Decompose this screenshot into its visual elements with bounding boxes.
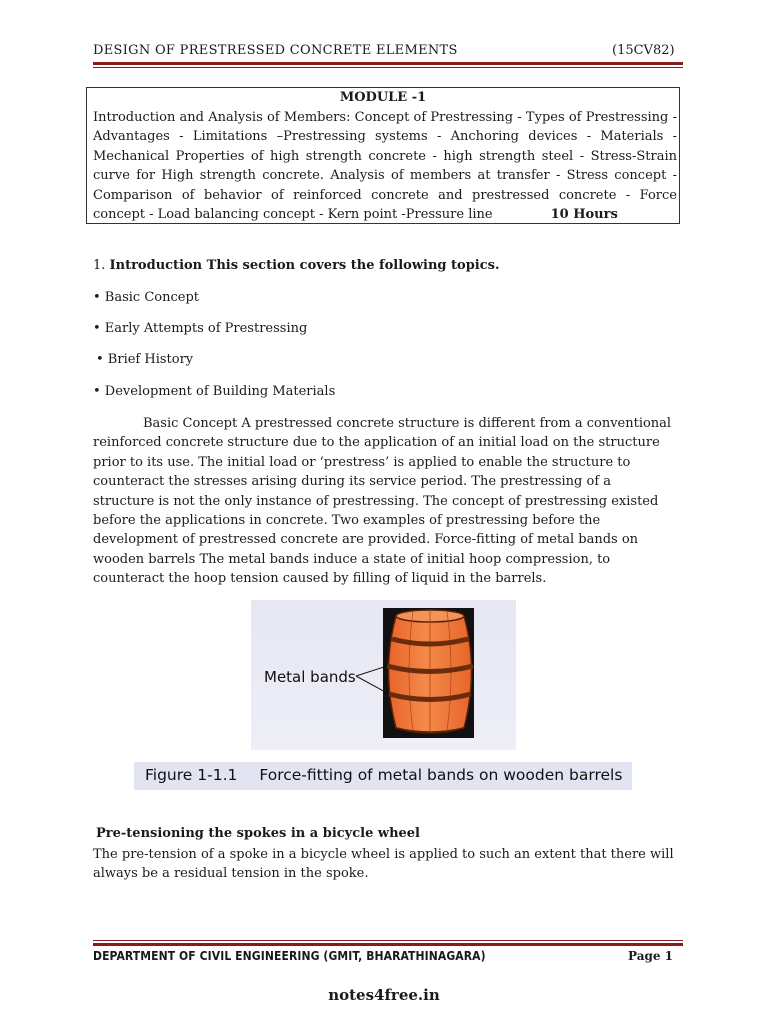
bullet-building-materials: • Development of Building Materials	[93, 384, 336, 399]
header-rule	[93, 62, 683, 65]
intro-title: Introduction This section covers the following topics.	[109, 258, 500, 273]
bicycle-heading: Pre-tensioning the spokes in a bicycle wheel	[96, 826, 420, 841]
module-title: MODULE -1	[339, 90, 427, 105]
intro-heading	[93, 258, 500, 273]
bicycle-paragraph: The pre-tension of a spoke in a bicycle wheel is applied to such an extent that there will always be a residual tension in the spoke.	[93, 847, 674, 882]
footer-rule	[93, 943, 683, 946]
bullet-brief-history: • Brief History	[96, 352, 194, 367]
course-code: (15CV82)	[612, 43, 675, 58]
intro-number: 1.	[93, 258, 106, 273]
label-pointer	[356, 676, 389, 694]
caption-number: Figure 1-1.1	[145, 766, 238, 784]
basic-concept-text: Basic Concept A prestressed concrete structure is different from a conventional reinforced concrete structure due to the application of an initial load on the structure prior to its use. The initial load or ‘prestress’ is applied to enable the structure to counteract the stresses arising during its service period. The prestressing of a structure is not the only instance of prestressing. The concept of prestressing existed before the applications in concrete. Two examples of prestressing before the development of prestressed concrete are provided. Force-fitting of metal bands on wooden barrels The metal bands induce a state of initial hoop compression, to counteract the hoop tension caused by filling of liquid in the barrels.	[93, 416, 672, 587]
bullet-early-attempts: • Early Attempts of Prestressing	[93, 321, 308, 336]
caption-text: Force-fitting of metal bands on wooden barrels	[259, 766, 623, 784]
bullet-basic-concept: • Basic Concept	[93, 290, 200, 305]
figure-label: Metal bands	[264, 668, 356, 686]
header-title: DESIGN OF PRESTRESSED CONCRETE ELEMENTS	[93, 43, 458, 58]
module-description	[93, 108, 677, 224]
module-description-text: Introduction and Analysis of Members: Concept of Prestressing - Types of Prestressing - Advantages - Limitations –Prestressing systems - Anchoring devices - Materials - Mechanical Properties of high strength concrete - high strength steel - Stress-Strain curve for High strength concrete. Analysis of members at transfer - Stress concept - Comparison of behavior of reinforced concrete and prestressed concrete - Force concept - Load balancing concept - Kern point -Pressure line	[93, 110, 677, 223]
page-number: Page 1	[628, 949, 674, 963]
header-rule-thin	[93, 67, 683, 68]
footer-department: DEPARTMENT OF CIVIL ENGINEERING (GMIT, BHARATHINAGARA)	[93, 949, 486, 963]
footer-rule-thin	[93, 940, 683, 941]
label-pointer	[356, 666, 387, 676]
figure-caption	[145, 766, 622, 784]
basic-concept-paragraph	[93, 414, 675, 589]
module-hours: 10 Hours	[550, 207, 618, 223]
watermark: notes4free.in	[328, 986, 440, 1004]
